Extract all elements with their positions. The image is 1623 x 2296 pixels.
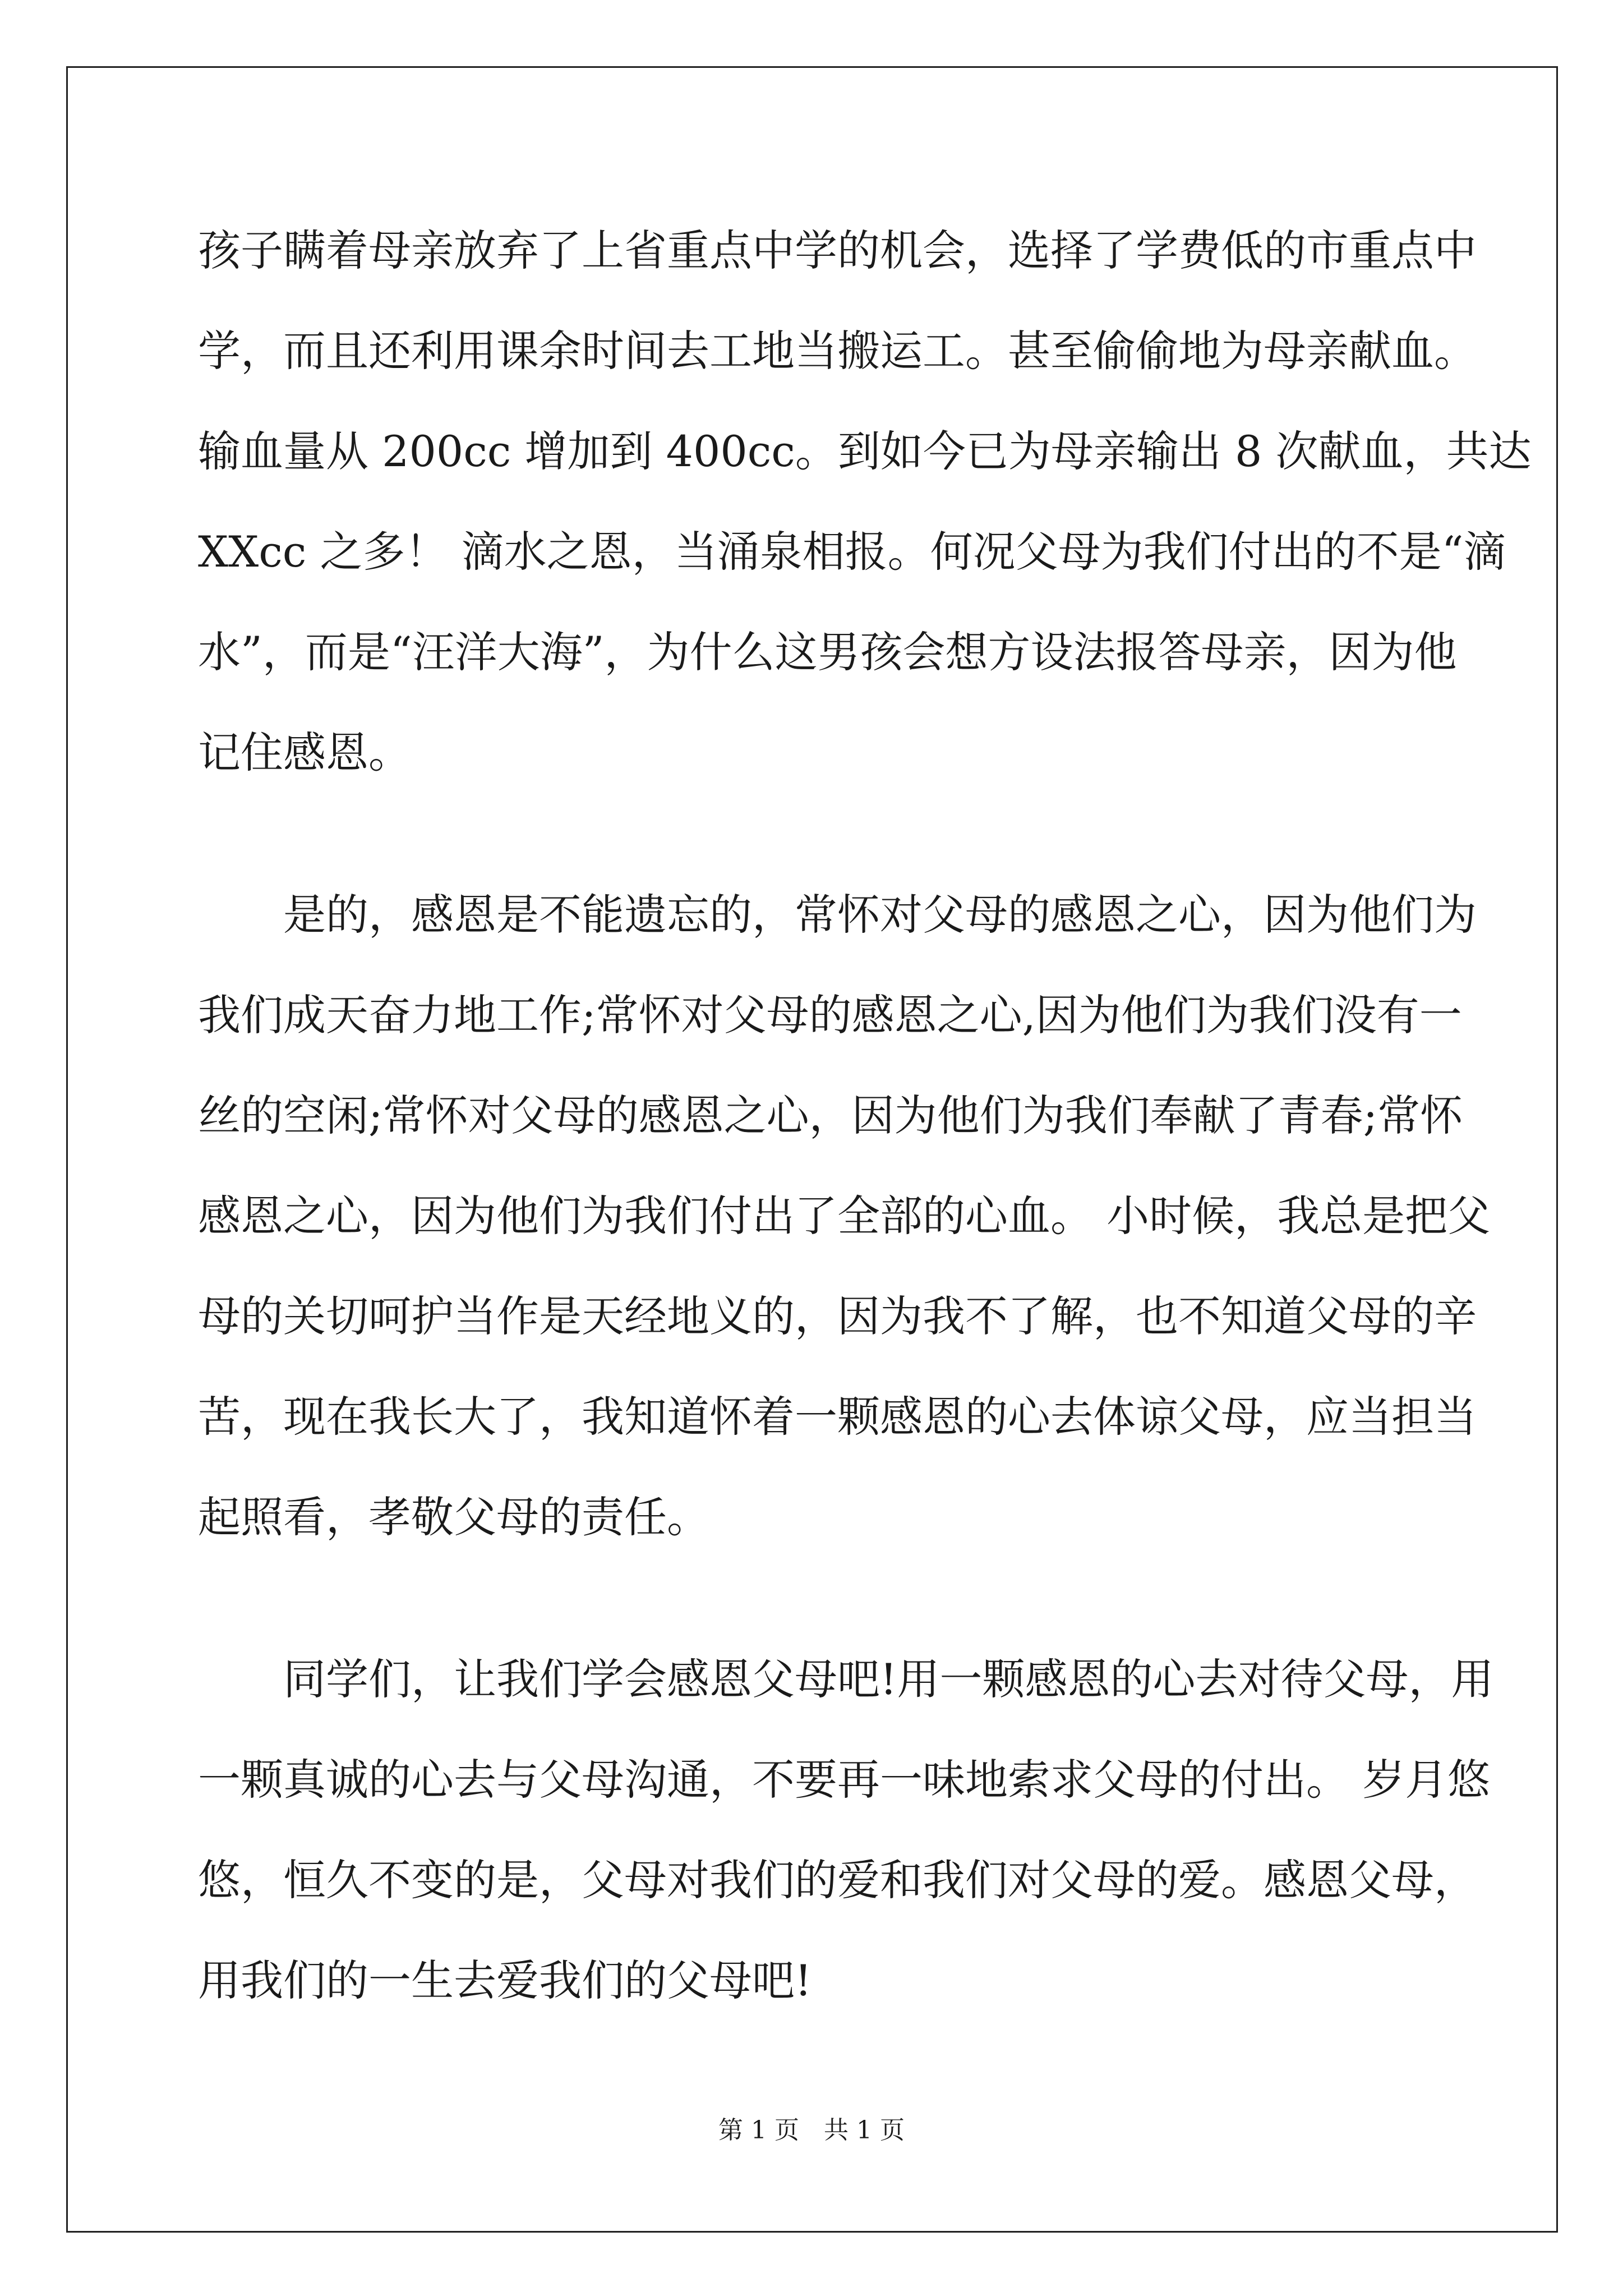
text-line: 母的关切呵护当作是天经地义的，因为我不了解，也不知道父母的辛 [198, 1291, 1477, 1341]
text-line: 起照看，孝敬父母的责任。 [198, 1492, 709, 1542]
text-line: 用我们的一生去爱我们的父母吧! [198, 1955, 812, 2005]
text-line-content: 同学们，让我们学会感恩父母吧!用一颗感恩的心去对待父母，用 [283, 1654, 1494, 1704]
text-line: 一颗真诚的心去与父母沟通，不要再一味地索求父母的付出。 岁月悠 [198, 1755, 1491, 1805]
text-line-indented [198, 1649, 1494, 1750]
document-body [198, 220, 1532, 2051]
paragraph-gap [198, 823, 1429, 885]
text-line: 感恩之心，因为他们为我们付出了全部的心血。 小时候，我总是把父 [198, 1191, 1491, 1241]
text-line: 悠，恒久不变的是，父母对我们的爱和我们对父母的爱。感恩父母， [198, 1855, 1477, 1905]
text-line: 丝的空闲;常怀对父母的感恩之心，因为他们为我们奉献了青春;常怀 [198, 1091, 1463, 1140]
text-line-indented [198, 885, 1477, 985]
text-line: 学，而且还利用课余时间去工地当搬运工。甚至偷偷地为母亲献血。 [198, 326, 1477, 376]
text-line: 输血量从 200cc 增加到 400cc。到如今已为母亲输出 8 次献血，共达 [198, 426, 1532, 476]
text-line: XXcc 之多！ 滴水之恩，当涌泉相报。何况父母为我们付出的不是“滴 [198, 527, 1506, 577]
text-line: 苦，现在我长大了，我知道怀着一颗感恩的心去体谅父母，应当担当 [198, 1392, 1477, 1442]
text-line: 我们成天奋力地工作;常怀对父母的感恩之心,因为他们为我们没有一 [198, 990, 1462, 1040]
page-footer: 第 1 页 共 1 页 [718, 2116, 905, 2145]
text-line: 记住感恩。 [198, 728, 411, 777]
paragraph-gap [198, 1588, 1429, 1649]
text-line: 水”，而是“汪洋大海”，为什么这男孩会想方设法报答母亲，因为他 [198, 627, 1457, 677]
text-line-content: 是的，感恩是不能遗忘的，常怀对父母的感恩之心，因为他们为 [283, 890, 1477, 940]
text-line: 孩子瞒着母亲放弃了上省重点中学的机会，选择了学费低的市重点中 [198, 226, 1477, 275]
